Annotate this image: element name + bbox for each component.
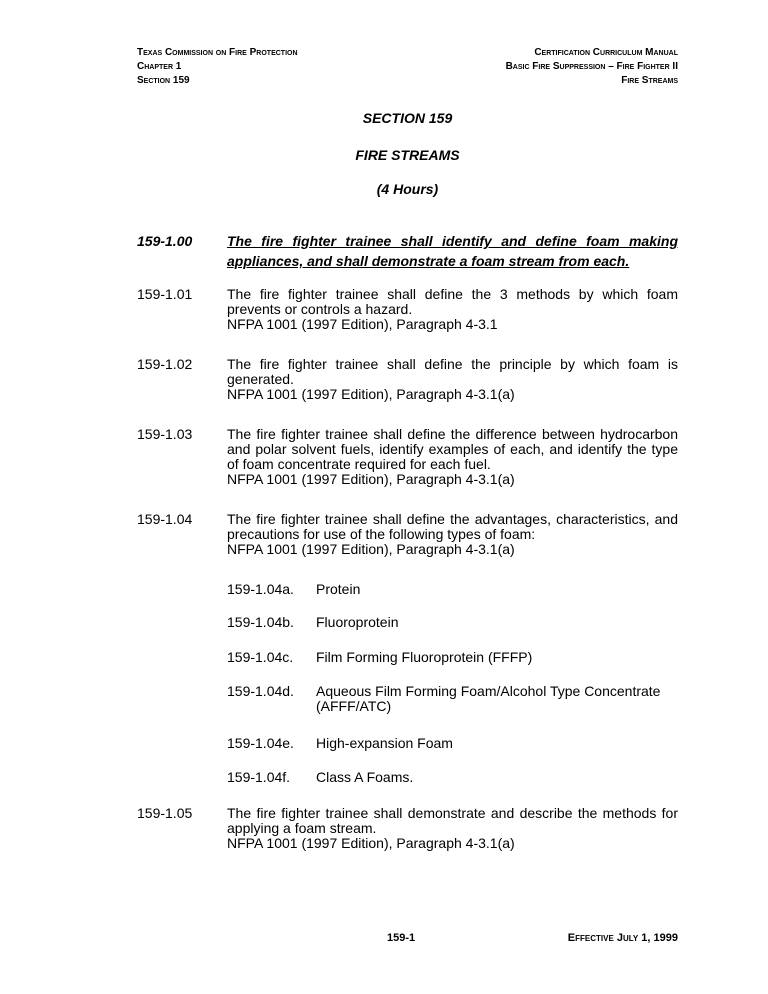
page-number: 159-1 bbox=[387, 932, 416, 944]
sub-item-number: 159-1.04b. bbox=[227, 614, 294, 630]
sub-item-number: 159-1.04a. bbox=[227, 581, 294, 597]
header-course: Basic Fire Suppression – Fire Fighter II bbox=[505, 61, 678, 72]
sub-list-item bbox=[227, 770, 678, 785]
topic-title: FIRE STREAMS bbox=[355, 147, 460, 163]
item-text: The fire fighter trainee shall define the advantages, characteristics, and precautions for use of the following types of foam: bbox=[227, 511, 678, 542]
item-text: The fire fighter trainee shall define the difference between hydrocarbon and polar solvent fuels, identify examples of each, and identify the type of foam concentrate required for each fuel. bbox=[227, 426, 678, 472]
list-item bbox=[137, 806, 678, 851]
item-reference: NFPA 1001 (1997 Edition), Paragraph 4-3.1 bbox=[227, 316, 498, 332]
sub-item-text: High-expansion Foam bbox=[316, 735, 453, 751]
item-reference: NFPA 1001 (1997 Edition), Paragraph 4-3.1(a) bbox=[227, 386, 515, 402]
item-text: The fire fighter trainee shall define the 3 methods by which foam prevents or controls a hazard. bbox=[227, 286, 678, 317]
sub-item-text: Protein bbox=[316, 581, 361, 597]
sub-list-item bbox=[227, 736, 678, 751]
sub-item-number: 159-1.04d. bbox=[227, 683, 294, 699]
item-reference: NFPA 1001 (1997 Edition), Paragraph 4-3.1(a) bbox=[227, 541, 515, 557]
list-item bbox=[137, 357, 678, 402]
sub-list-item bbox=[227, 615, 678, 630]
header-left bbox=[137, 46, 298, 88]
item-number: 159-1.04 bbox=[137, 511, 193, 527]
item-text: The fire fighter trainee shall define the principle by which foam is generated. bbox=[227, 356, 678, 387]
sub-list-item bbox=[227, 650, 678, 665]
sub-item-number: 159-1.04e. bbox=[227, 735, 294, 751]
section-title: SECTION 159 bbox=[362, 110, 453, 126]
sub-item-number: 159-1.04c. bbox=[227, 649, 294, 665]
header-right bbox=[506, 46, 678, 88]
item-reference: NFPA 1001 (1997 Edition), Paragraph 4-3.1(a) bbox=[227, 471, 515, 487]
sub-item-text: Class A Foams. bbox=[316, 769, 414, 785]
effective-date: Effective July 1, 1999 bbox=[567, 932, 678, 944]
item-number: 159-1.01 bbox=[137, 286, 193, 302]
header-section: Section 159 bbox=[137, 75, 190, 86]
item-number: 159-1.02 bbox=[137, 356, 193, 372]
header-organization: Texas Commission on Fire Protection bbox=[137, 47, 298, 58]
sub-item-text: Fluoroprotein bbox=[316, 614, 399, 630]
header-topic: Fire Streams bbox=[621, 75, 678, 86]
sub-list-item bbox=[227, 582, 678, 597]
list-item bbox=[137, 512, 678, 557]
item-text: The fire fighter trainee shall demonstrate and describe the methods for applying a foam stream. bbox=[227, 805, 678, 836]
header-chapter: Chapter 1 bbox=[137, 61, 182, 72]
header-manual: Certification Curriculum Manual bbox=[534, 47, 678, 58]
sub-list-item bbox=[227, 684, 678, 714]
sub-item-number: 159-1.04f. bbox=[227, 769, 291, 785]
item-number: 159-1.05 bbox=[137, 805, 193, 821]
objective-number: 159-1.00 bbox=[137, 233, 193, 249]
objective-text: The fire fighter trainee shall identify and define foam making appliances, and shall demonstrate a foam stream from each. bbox=[227, 233, 678, 269]
list-item bbox=[137, 427, 678, 487]
hours-title: (4 Hours) bbox=[376, 181, 439, 197]
objective-block bbox=[137, 231, 678, 271]
item-reference: NFPA 1001 (1997 Edition), Paragraph 4-3.1(a) bbox=[227, 835, 515, 851]
sub-item-text: Aqueous Film Forming Foam/Alcohol Type Concentrate (AFFF/ATC) bbox=[316, 683, 661, 714]
list-item bbox=[137, 287, 678, 332]
item-number: 159-1.03 bbox=[137, 426, 193, 442]
sub-item-text: Film Forming Fluoroprotein (FFFP) bbox=[316, 649, 533, 665]
